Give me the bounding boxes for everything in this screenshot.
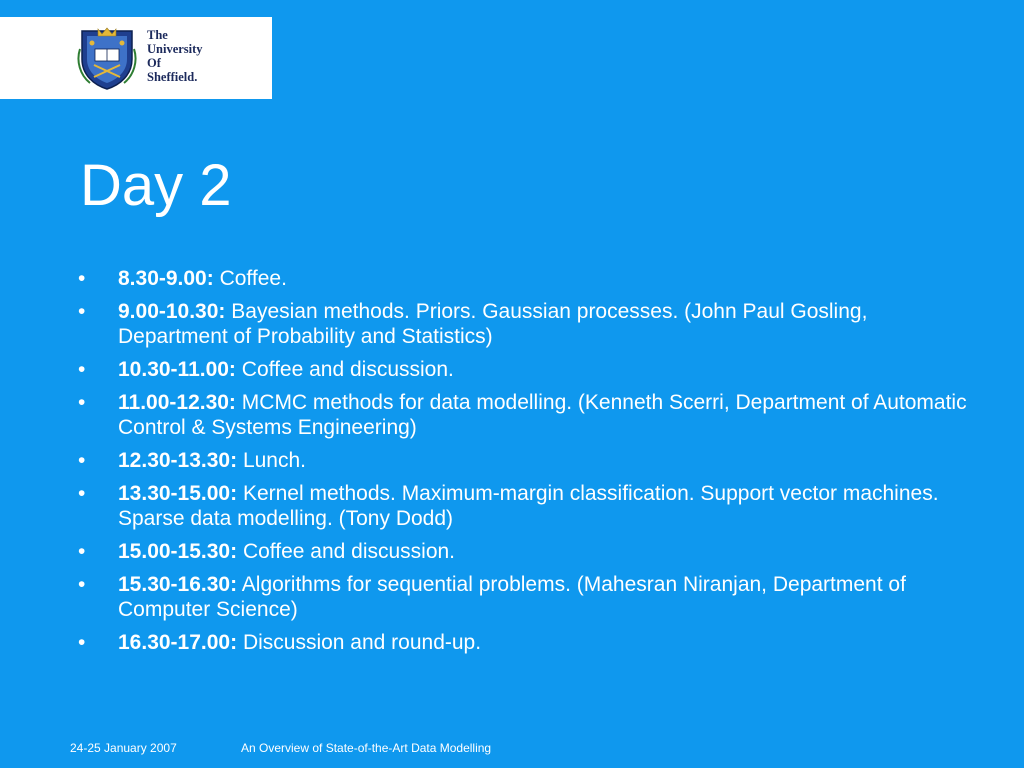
bullet-icon: • xyxy=(78,449,86,472)
agenda-time: 10.30-11.00: xyxy=(118,358,236,381)
agenda-item xyxy=(78,539,968,564)
agenda-text: Coffee. xyxy=(219,267,287,290)
bullet-icon: • xyxy=(78,540,86,563)
bullet-icon: • xyxy=(78,391,86,414)
agenda-item xyxy=(78,481,968,531)
agenda-list xyxy=(78,266,968,663)
agenda-time: 16.30-17.00: xyxy=(118,631,238,654)
agenda-text: Bayesian methods. Priors. Gaussian processes. (John Paul Gosling, Department of Probability and Statistics) xyxy=(118,300,868,348)
bullet-icon: • xyxy=(78,267,86,290)
bullet-icon: • xyxy=(78,300,86,323)
footer-date: 24-25 January 2007 xyxy=(70,741,177,755)
logo-line: University xyxy=(147,42,203,56)
bullet-icon: • xyxy=(78,573,86,596)
agenda-item xyxy=(78,572,968,622)
agenda-time: 12.30-13.30: xyxy=(118,449,238,472)
agenda-text: Coffee and discussion. xyxy=(242,540,456,563)
agenda-text: Lunch. xyxy=(242,449,306,472)
agenda-time: 9.00-10.30: xyxy=(118,300,226,323)
slide-title: Day 2 xyxy=(80,153,232,218)
agenda-text: Kernel methods. Maximum-margin classification. Support vector machines. Sparse data modelling. (Tony Dodd) xyxy=(118,482,939,530)
agenda-time: 15.30-16.30: xyxy=(118,573,238,596)
bullet-icon: • xyxy=(78,358,86,381)
agenda-item xyxy=(78,357,968,382)
university-logo xyxy=(0,17,272,99)
agenda-time: 13.30-15.00: xyxy=(118,482,238,505)
bullet-icon: • xyxy=(78,482,86,505)
agenda-item xyxy=(78,390,968,440)
agenda-text: Coffee and discussion. xyxy=(241,358,454,381)
agenda-text: MCMC methods for data modelling. (Kenneth Scerri, Department of Automatic Control & Systems Engineering) xyxy=(118,391,967,439)
agenda-item xyxy=(78,299,968,349)
agenda-time: 15.00-15.30: xyxy=(118,540,238,563)
university-name xyxy=(147,28,203,84)
bullet-icon: • xyxy=(78,631,86,654)
agenda-time: 8.30-9.00: xyxy=(118,267,214,290)
agenda-time: 11.00-12.30: xyxy=(118,391,236,414)
agenda-item xyxy=(78,266,968,291)
logo-line: Of xyxy=(147,56,161,70)
logo-line: Sheffield. xyxy=(147,70,198,84)
university-crest-icon xyxy=(76,25,138,91)
agenda-item xyxy=(78,630,968,655)
logo-line: The xyxy=(147,28,168,42)
agenda-text: Algorithms for sequential problems. (Mahesran Niranjan, Department of Computer Science) xyxy=(118,573,906,621)
agenda-text: Discussion and round-up. xyxy=(242,631,482,654)
footer-title: An Overview of State-of-the-Art Data Modelling xyxy=(241,741,492,755)
agenda-item xyxy=(78,448,968,473)
